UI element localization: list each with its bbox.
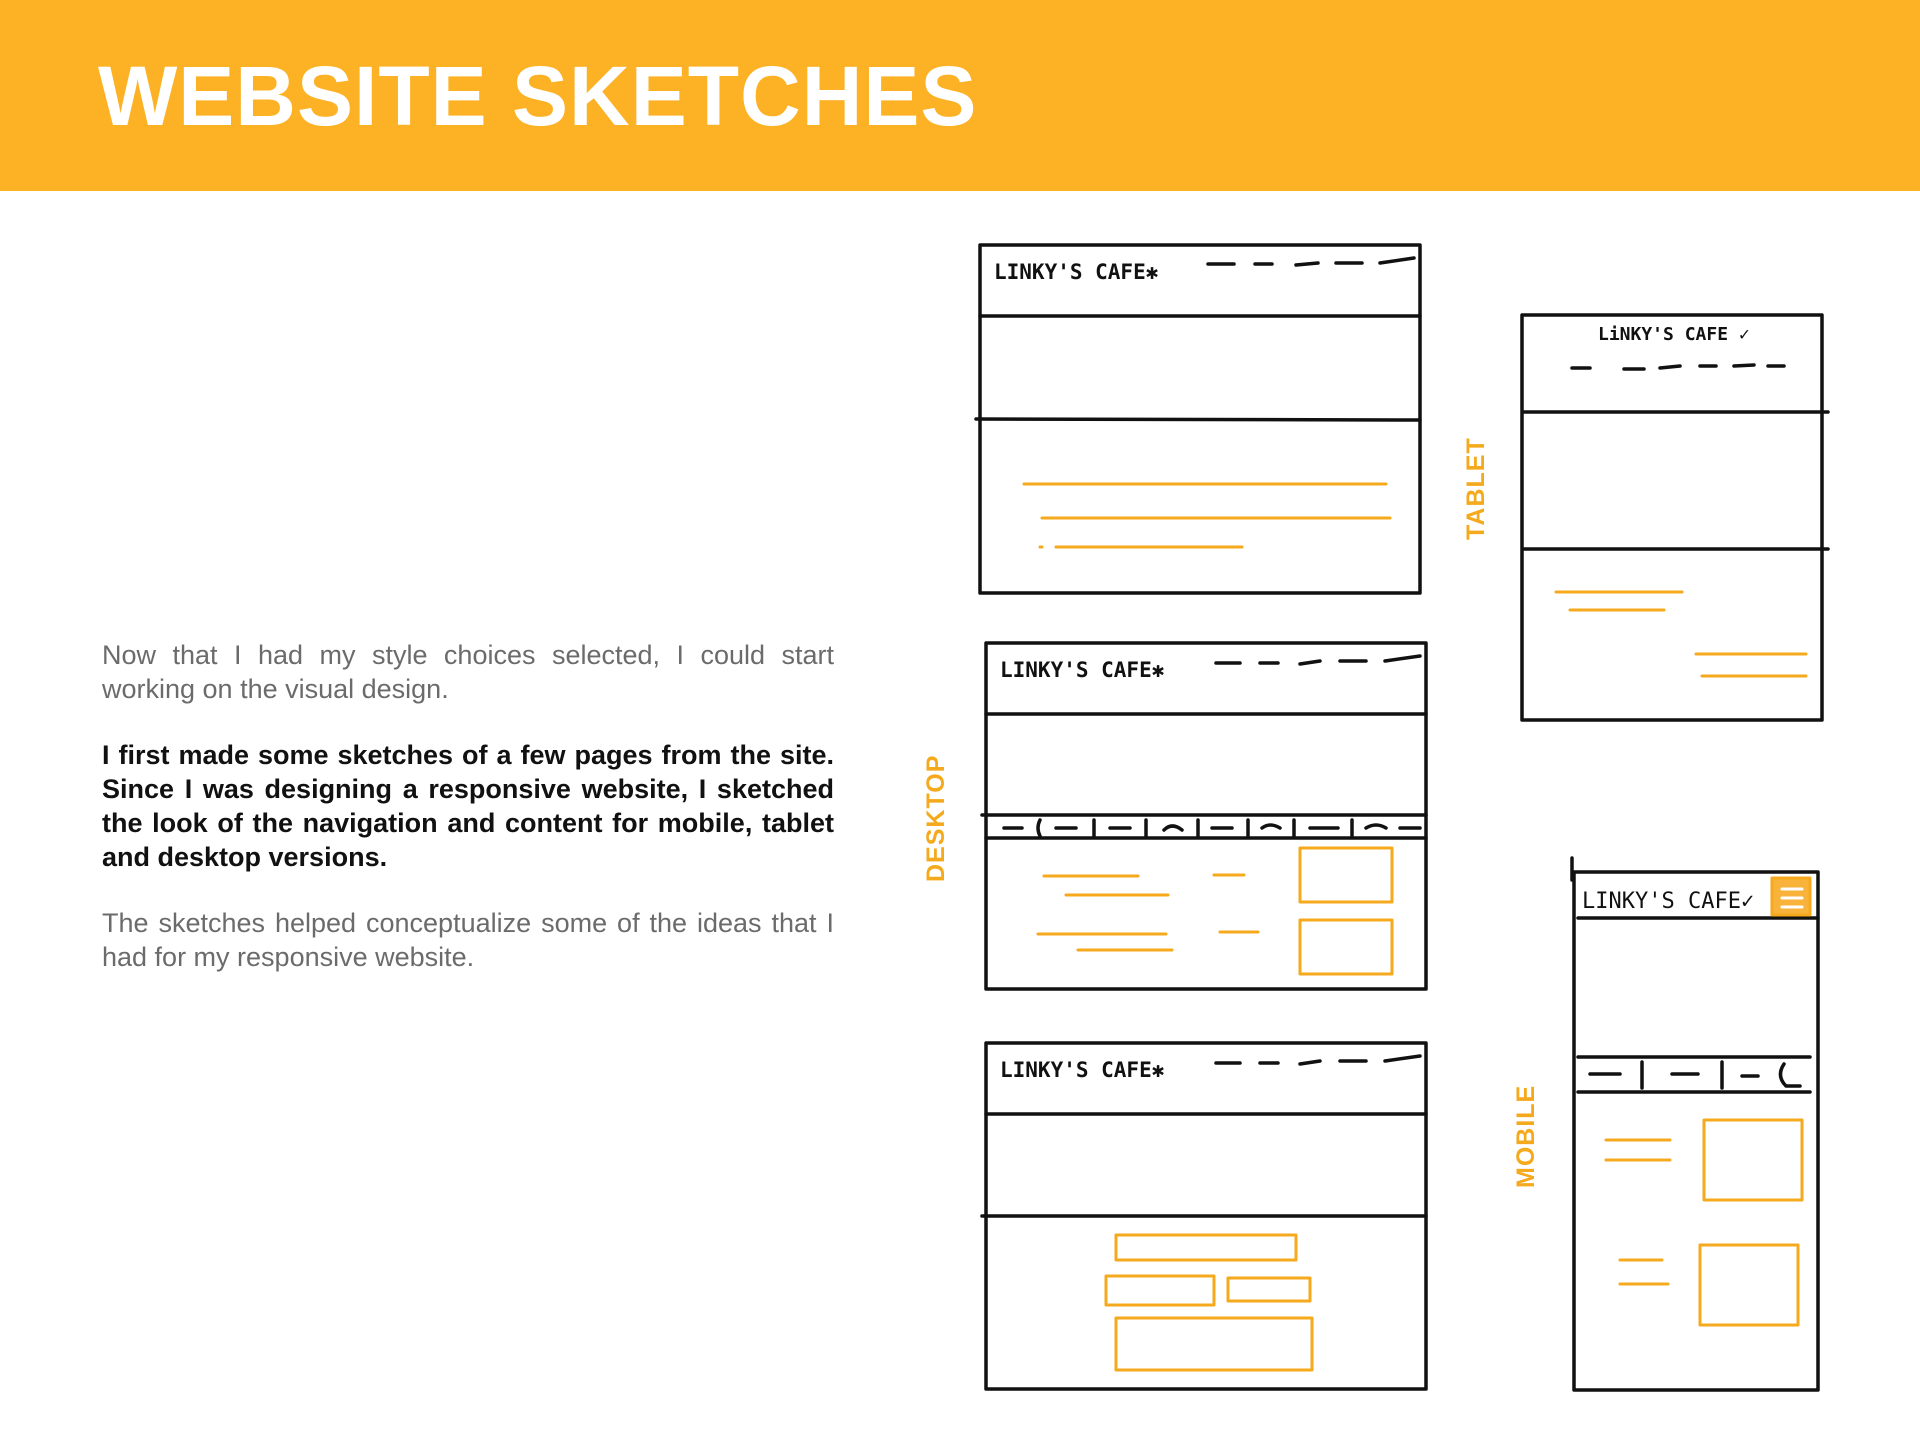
tablet-sketch — [1522, 315, 1828, 720]
intro-paragraph: Now that I had my style choices selected, I could start working on the visual design. — [102, 640, 834, 704]
desktop-2-logo: LINKY'S CAFE✱ — [1000, 658, 1165, 682]
mobile-sketch — [1572, 858, 1818, 1390]
desktop-sketch-3 — [982, 1043, 1426, 1389]
desktop-3-logo: LINKY'S CAFE✱ — [1000, 1058, 1165, 1082]
desktop-sketch-2 — [982, 643, 1426, 989]
tablet-label: TABLET — [1462, 437, 1490, 540]
tablet-logo: LiNKY'S CAFE ✓ — [1598, 324, 1750, 345]
page-title: WEBSITE SKETCHES — [98, 49, 978, 143]
desktop-1-logo: LINKY'S CAFE✱ — [994, 260, 1159, 284]
desktop-sketch-1 — [976, 245, 1420, 593]
desktop-label: DESKTOP — [922, 754, 950, 882]
lead-paragraph: I first made some sketches of a few pages from the site. Since I was designing a responsive website, I sketched the look of the navigation and content for mobile, tablet and desktop versions. — [102, 740, 834, 872]
mobile-logo: LINKY'S CAFE✓ — [1582, 889, 1755, 914]
outro-paragraph: The sketches helped conceptualize some of the ideas that I had for my responsive website. — [102, 908, 834, 972]
mobile-label: MOBILE — [1512, 1084, 1540, 1188]
